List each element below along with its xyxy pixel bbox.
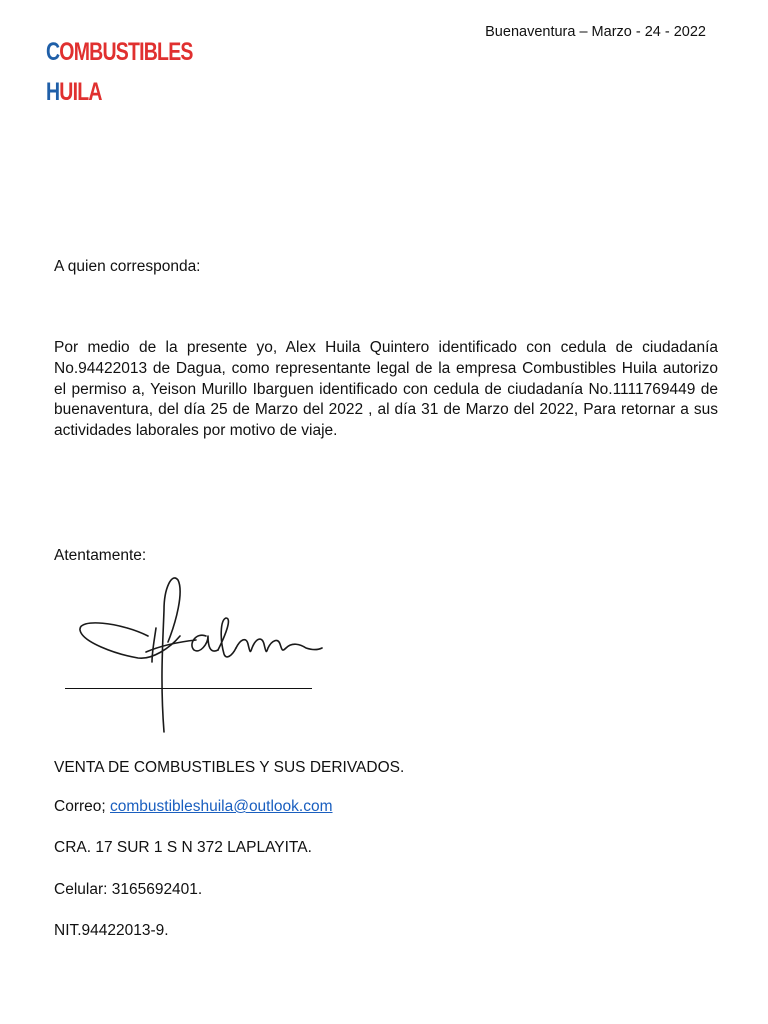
letter-body: Por medio de la presente yo, Alex Huila Quintero identificado con cedula de ciudadanía No.94422013 de Dagua, como representante legal de la empresa Combustibles Huila autorizo el permiso a, Yeison Murillo Ibarguen identificado con cedula de ciudadanía No.1111769449 de buenaventura, del día 25 de Marzo del 2022 , al día 31 de Marzo del 2022, Para retornar a sus actividades laborales por motivo de viaje. — [54, 339, 718, 440]
letter-closing: Atentamente: — [54, 547, 147, 564]
footer-phone: Celular: 3165692401. — [54, 881, 203, 898]
email-label: Correo; — [54, 798, 110, 815]
handwritten-signature — [60, 570, 330, 740]
footer-email-row — [54, 798, 333, 816]
company-logo — [46, 32, 193, 112]
letter-greeting: A quien corresponda: — [54, 258, 201, 275]
email-link[interactable]: combustibleshuila@outlook.com — [110, 798, 333, 815]
logo-line-1: COMBUSTIBLES — [46, 38, 193, 66]
letter-date: Buenaventura – Marzo - 24 - 2022 — [485, 24, 706, 40]
footer-address: CRA. 17 SUR 1 S N 372 LAPLAYITA. — [54, 839, 312, 856]
footer-business: VENTA DE COMBUSTIBLES Y SUS DERIVADOS. — [54, 759, 405, 776]
logo-line-2: HUILA — [46, 78, 102, 106]
footer-nit: NIT.94422013-9. — [54, 922, 169, 939]
signature-line — [65, 688, 312, 689]
